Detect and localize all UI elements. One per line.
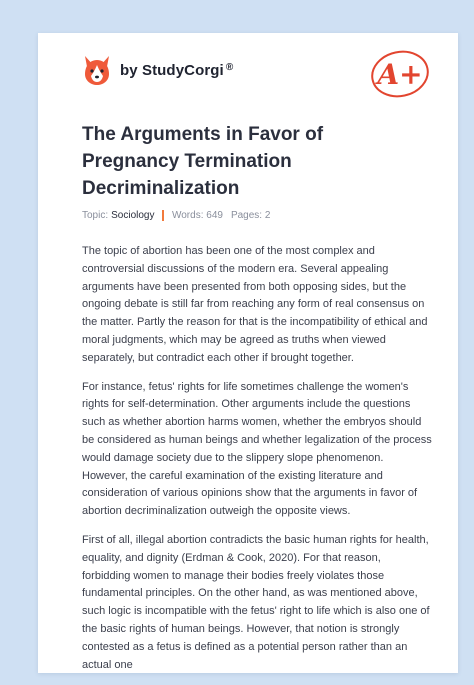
registered-mark: ® <box>225 61 234 73</box>
brand-name: by StudyCorgi ® <box>120 61 234 79</box>
words-label: Words: <box>171 210 204 221</box>
pages-label: Pages: <box>230 210 263 221</box>
paragraph: For instance, fetus' rights for life sometimes challenge the women's rights for self-determination. Other arguments include the questions such as whether abortion harms women, whether the embryos should be considered as human beings and whether legalization of the process would damage society due to the slippery slope phenomenon. However, the careful examination of the existing literature and consideration of various opinions show that the arguments in favor of abortion decriminalization outweigh the opposite views. <box>82 380 432 518</box>
brand[interactable] <box>82 53 233 87</box>
meta-separator <box>162 210 164 221</box>
grade-badge <box>366 45 438 106</box>
meta-bar <box>82 210 270 221</box>
corgi-logo-icon <box>82 54 112 86</box>
words-count: 649 <box>206 210 223 221</box>
essay-body <box>82 243 432 685</box>
paragraph: The topic of abortion has been one of the most complex and controversial discussions of the modern era. Several appealing arguments have been presented from both opposing sides, but the ongoing debate is still far from reaching any form of real consensus on the matter. Partly the reason for that is the incompatibility of ethical and moral judgments, which may be agreed as truths when viewed separately, but contradict each other if brought together. <box>82 245 428 364</box>
page-title: The Arguments in Favor of Pregnancy Termination Decriminalization <box>82 124 324 199</box>
document-page <box>38 33 458 673</box>
grade-label: A+ <box>377 58 423 91</box>
topic-link[interactable]: Sociology <box>111 210 155 221</box>
topic-label: Topic: <box>82 210 109 221</box>
pages-count: 2 <box>264 210 271 221</box>
paragraph: First of all, illegal abortion contradicts the basic human rights for health, equality, and dignity (Erdman & Cook, 2020). For that reason, forbidding women to manage their bodies freely violates those fundamental principles. On the other hand, as was mentioned above, such logic is incompatible with the fetus' right to life which is also one of the basic rights of human beings. However, that notion is strongly contested as a fetus is defined as a potential person rather than an actual one <box>82 533 430 671</box>
